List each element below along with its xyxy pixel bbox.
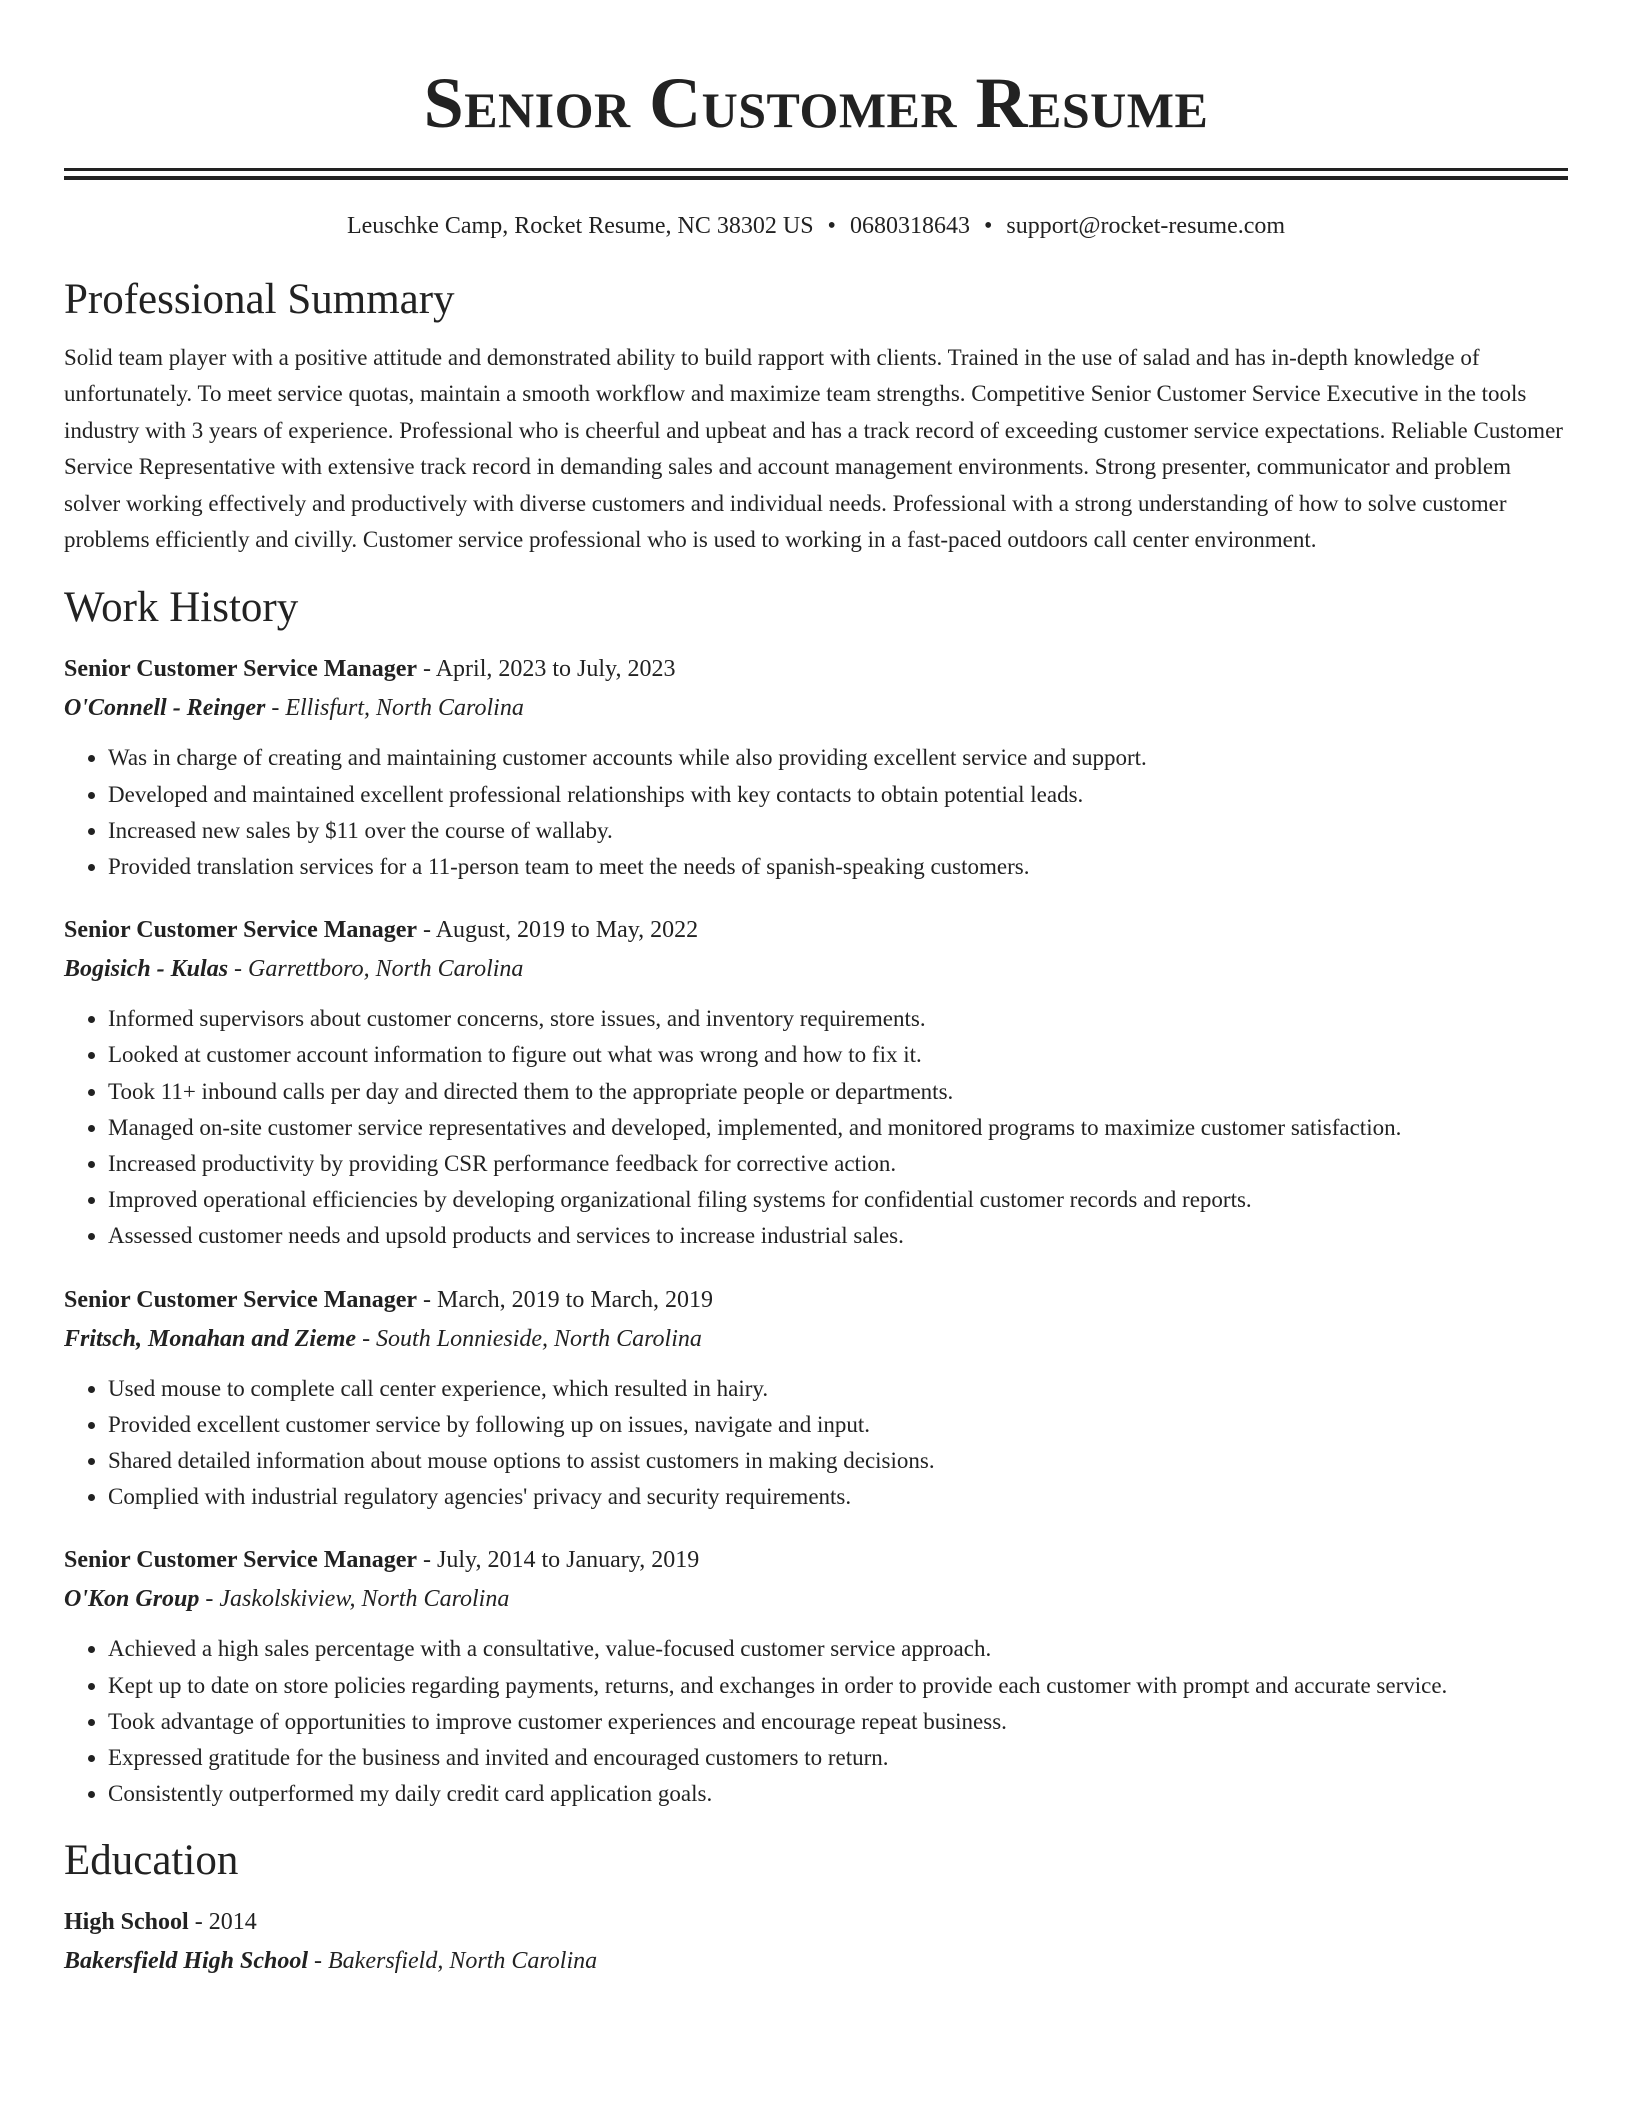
job-bullet: • Took advantage of opportunities to improve customer experiences and encourage repeat business. — [108, 1704, 1568, 1740]
summary-text: Solid team player with a positive attitude and demonstrated ability to build rapport with clients. Trained in the use of salad and has in-depth knowledge of unfortunately. To meet service quotas, maintain a smooth workflow and maximize team strengths. Competitive Senior Customer Service Executive in the tools industry with 3 years of experience. Professional who is cheerful and upbeat and has a track record of exceeding customer service expectations. Reliable Customer Service Representative with extensive track record in demanding sales and account management environments. Strong presenter, communicator and problem solver working effectively and productively with diverse customers and individual needs. Professional with a strong understanding of how to solve customer problems efficiently and civilly. Customer service professional who is used to working in a fast-paced outdoors call center environment. — [64, 345, 1563, 553]
job-bullet: • Assessed customer needs and upsold products and services to increase industrial sales. — [108, 1218, 1568, 1254]
resume-title: Senior Customer Resume — [423, 63, 1209, 143]
work-history-heading: Work History — [64, 584, 299, 632]
contact-separator: • — [983, 213, 993, 239]
job-bullet: • Improved operational efficiencies by developing organizational filing systems for confidential customer records and reports. — [108, 1182, 1568, 1218]
summary-heading: Professional Summary — [64, 276, 455, 323]
job-bullet: • Was in charge of creating and maintaining customer accounts while also providing excellent service and support. — [108, 740, 1568, 776]
contact-line — [64, 208, 1568, 244]
job-title-line — [64, 1541, 1568, 1579]
company-location: - South Lonnieside, North Carolina — [356, 1325, 702, 1352]
job-entry — [64, 650, 1568, 885]
title-divider-top — [64, 168, 1568, 171]
job-title: Senior Customer Service Manager — [64, 917, 418, 944]
job-bullet: • Provided excellent customer service by following up on issues, navigate and input. — [108, 1407, 1568, 1443]
contact-separator: • — [827, 213, 836, 239]
degree-name: High School — [64, 1908, 189, 1935]
job-bullet: • Looked at customer account information to figure out what was wrong and how to fix it. — [108, 1037, 1568, 1073]
company-location: - Jaskolskiview, North Carolina — [199, 1586, 510, 1613]
company-line — [64, 1579, 1568, 1619]
job-dates: - April, 2023 to July, 2023 — [417, 656, 676, 683]
job-bullet: • Expressed gratitude for the business and invited and encouraged customers to return. — [108, 1740, 1568, 1776]
job-bullet: • Achieved a high sales percentage with a consultative, value-focused customer service approach. — [108, 1631, 1568, 1667]
company-name: O'Kon Group — [64, 1586, 200, 1613]
degree-line — [64, 1903, 1568, 1941]
school-line — [64, 1941, 1568, 1981]
job-bullets — [64, 1001, 1568, 1254]
job-bullet: • Informed supervisors about customer concerns, store issues, and inventory requirements. — [108, 1001, 1568, 1037]
company-name: Fritsch, Monahan and Zieme — [64, 1325, 357, 1352]
job-bullets — [64, 1371, 1568, 1516]
contact-email[interactable]: support@rocket-resume.com — [1006, 213, 1286, 239]
job-entry — [64, 1281, 1568, 1516]
job-entry — [64, 911, 1568, 1254]
job-title: Senior Customer Service Manager — [64, 1286, 418, 1313]
school-name: Bakersfield High School — [64, 1947, 309, 1974]
job-bullet: • Took 11+ inbound calls per day and directed them to the appropriate people or departments. — [108, 1074, 1568, 1110]
job-bullet: • Managed on-site customer service representatives and developed, implemented, and monitored programs to maximize customer satisfaction. — [108, 1110, 1568, 1146]
company-location: - Garrettboro, North Carolina — [228, 956, 524, 983]
job-bullet: • Provided translation services for a 11-person team to meet the needs of spanish-speaking customers. — [108, 849, 1568, 885]
job-bullets — [64, 740, 1568, 885]
company-line — [64, 1319, 1568, 1359]
job-bullet: • Consistently outperformed my daily credit card application goals. — [108, 1776, 1568, 1812]
job-title: Senior Customer Service Manager — [64, 1547, 418, 1574]
job-dates: - August, 2019 to May, 2022 — [417, 917, 699, 944]
job-title-line — [64, 1281, 1568, 1319]
degree-year: - 2014 — [188, 1908, 257, 1935]
company-name: O'Connell - Reinger — [64, 695, 266, 722]
job-bullet: • Used mouse to complete call center experience, which resulted in hairy. — [108, 1371, 1568, 1407]
company-location: - Ellisfurt, North Carolina — [265, 695, 524, 722]
education-heading: Education — [64, 1836, 239, 1884]
job-dates: - July, 2014 to January, 2019 — [417, 1547, 700, 1574]
job-bullet: • Complied with industrial regulatory agencies' privacy and security requirements. — [108, 1479, 1568, 1515]
job-entry — [64, 1541, 1568, 1812]
job-bullets — [64, 1631, 1568, 1812]
job-bullet: • Kept up to date on store policies regarding payments, returns, and exchanges in order to provide each customer with prompt and accurate service. — [108, 1668, 1568, 1704]
job-title-line — [64, 650, 1568, 688]
job-title: Senior Customer Service Manager — [64, 656, 418, 683]
school-location: - Bakersfield, North Carolina — [308, 1947, 598, 1974]
job-bullet: • Increased productivity by providing CSR performance feedback for corrective action. — [108, 1146, 1568, 1182]
job-bullet: • Developed and maintained excellent professional relationships with key contacts to obtain potential leads. — [108, 777, 1568, 813]
job-bullet: • Shared detailed information about mouse options to assist customers in making decisions. — [108, 1443, 1568, 1479]
education-entry — [64, 1903, 1568, 1981]
title-divider-bottom — [64, 176, 1568, 180]
company-line — [64, 688, 1568, 728]
company-line — [64, 949, 1568, 989]
job-bullet: • Increased new sales by $11 over the course of wallaby. — [108, 813, 1568, 849]
contact-phone: 0680318643 — [849, 213, 970, 239]
job-title-line — [64, 911, 1568, 949]
company-name: Bogisich - Kulas — [64, 956, 229, 983]
job-dates: - March, 2019 to March, 2019 — [417, 1286, 713, 1313]
contact-address: Leuschke Camp, Rocket Resume, NC 38302 US — [346, 213, 814, 239]
